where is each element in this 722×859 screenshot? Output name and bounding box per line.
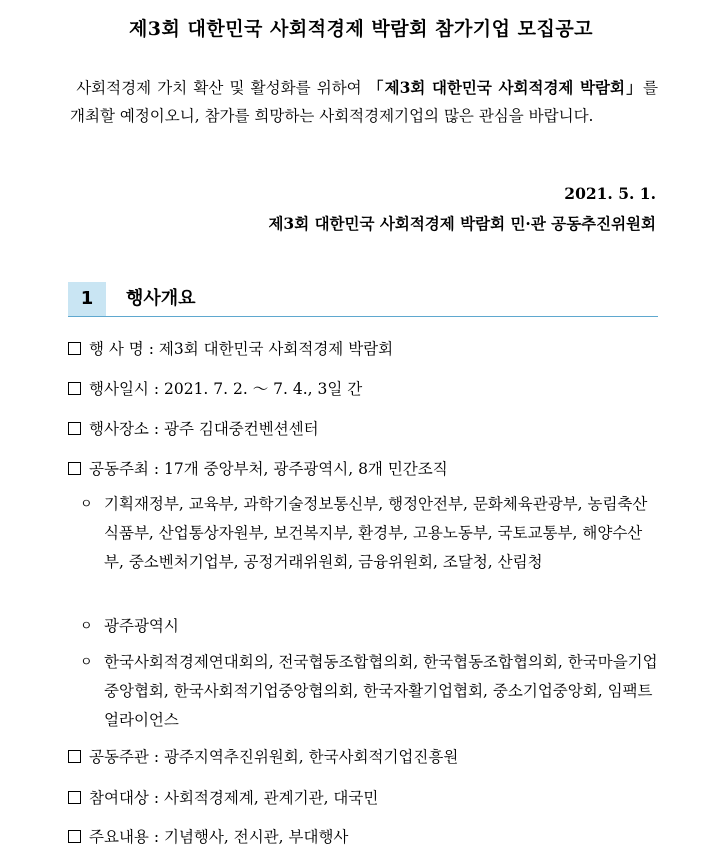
intro-event-name: 「제3회 대한민국 사회적경제 박람회」 (367, 78, 643, 97)
item-value: 2021. 7. 2. ～ 7. 4., 3일 간 (163, 380, 363, 398)
announcement-date: 2021. 5. 1. (564, 184, 656, 203)
item-co-hosts: 공동주최 : 17개 중앙부처, 광주광역시, 8개 민간조직 (68, 458, 448, 480)
item-label: 공동주최 (89, 460, 149, 478)
section-number: 1 (68, 282, 106, 316)
item-label: 행사장소 (89, 420, 149, 438)
item-event-name: 행 사 명 : 제3회 대한민국 사회적경제 박람회 (68, 338, 393, 360)
sub-item-ministries (80, 490, 660, 577)
sub-item-text: 기획재정부, 교육부, 과학기술정보통신부, 행정안전부, 문화체육관광부, 농림축산식품부, 산업통상자원부, 보건복지부, 환경부, 고용노동부, 국토교통부, 해양수산부, 중소벤처기업부, 공정거래위원회, 금융위원회, 조달청, 산림청 (104, 495, 648, 571)
item-value: 제3회 대한민국 사회적경제 박람회 (158, 340, 394, 358)
checkbox-icon (68, 750, 81, 763)
section-title: 행사개요 (126, 288, 196, 309)
checkbox-icon (68, 791, 81, 804)
item-label: 주요내용 (89, 828, 149, 846)
item-main-contents: 주요내용 : 기념행사, 전시관, 부대행사 (68, 826, 348, 848)
bullet-icon: ㅇ (80, 619, 93, 634)
checkbox-icon (68, 382, 81, 395)
sub-item-city (80, 612, 660, 641)
item-label: 참여대상 (89, 789, 149, 807)
item-label: 행사일시 (89, 380, 149, 398)
section-header (68, 282, 658, 317)
item-label: 공동주관 (89, 748, 149, 766)
bullet-icon: ㅇ (80, 497, 93, 512)
item-event-date: 행사일시 : 2021. 7. 2. ～ 7. 4., 3일 간 (68, 378, 362, 400)
intro-text-2: 를 개최할 예정이오니, 참가를 희망하는 사회적경제기업의 많은 관심을 바랍니다. (70, 79, 658, 125)
page-title: 제3회 대한민국 사회적경제 박람회 참가기업 모집공고 (128, 18, 594, 40)
organizer-name: 제3회 대한민국 사회적경제 박람회 민·관 공동추진위원회 (268, 214, 656, 233)
checkbox-icon (68, 462, 81, 475)
bullet-icon: ㅇ (80, 655, 93, 670)
item-value: 사회적경제계, 관계기관, 대국민 (163, 789, 379, 807)
sub-item-private-orgs (80, 648, 660, 735)
item-label: 행 사 명 (89, 340, 144, 358)
intro-text-1: 사회적경제 가치 확산 및 활성화를 위하여 (76, 79, 368, 97)
sub-item-text: 광주광역시 (104, 617, 179, 635)
sub-item-text: 한국사회적경제연대회의, 전국협동조합협의회, 한국협동조합협의회, 한국마을기업중앙협회, 한국사회적기업중앙협의회, 한국자활기업협회, 중소기업중앙회, 임팩트얼라이언스 (104, 653, 658, 729)
item-value: 광주지역추진위원회, 한국사회적기업진흥원 (163, 748, 459, 766)
checkbox-icon (68, 342, 81, 355)
item-value: 17개 중앙부처, 광주광역시, 8개 민간조직 (163, 460, 448, 478)
intro-paragraph (70, 74, 658, 130)
checkbox-icon (68, 422, 81, 435)
item-participants: 참여대상 : 사회적경제계, 관계기관, 대국민 (68, 787, 378, 809)
item-value: 기념행사, 전시관, 부대행사 (163, 828, 349, 846)
checkbox-icon (68, 830, 81, 843)
item-value: 광주 김대중컨벤션센터 (163, 420, 319, 438)
item-event-venue: 행사장소 : 광주 김대중컨벤션센터 (68, 418, 319, 440)
item-co-organizers: 공동주관 : 광주지역추진위원회, 한국사회적기업진흥원 (68, 746, 458, 768)
